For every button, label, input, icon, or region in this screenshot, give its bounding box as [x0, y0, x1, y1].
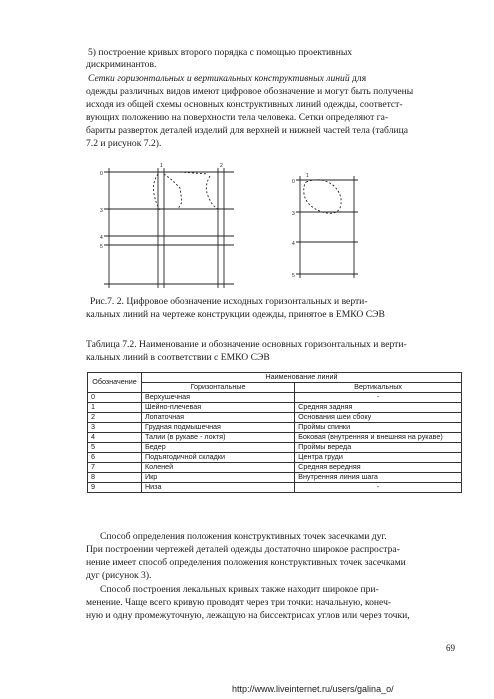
lines-table	[87, 372, 462, 493]
cell-horizontal: Верхушечная	[141, 393, 294, 403]
cell-vertical: Боковая (внутренняя и внешняя на рукаве)	[295, 433, 462, 443]
paragraph-curves-l2: менение. Чаще всего кривую проводят через три точки: начальную, конеч-	[86, 597, 392, 608]
paragraph-arcs-l1: Способ определения положения конструктивных точек засечками дуг.	[100, 531, 387, 542]
cell-horizontal: Низа	[141, 483, 294, 493]
paragraph-grids-l1: Сетки горизонтальных и вертикальных конструктивных линий для	[88, 73, 367, 84]
table-row	[88, 443, 462, 453]
left-fig-label-2: 2	[220, 163, 223, 169]
source-url-link[interactable]: http://www.liveinternet.ru/users/galina_o/	[232, 684, 394, 694]
paragraph-arcs-l3: нение имеет способ определения положения конструктивных точек засечками	[86, 557, 406, 568]
right-fig-label-4: 4	[292, 241, 295, 247]
cell-vertical: Основания шеи сбоку	[295, 413, 462, 423]
cell-designation: 8	[88, 473, 142, 483]
figure-caption-l2: кальных линий на чертеже конструкции одежды, принятое в ЕМКО СЭВ	[86, 309, 385, 320]
col-header-horizontal: Горизонтальные	[141, 383, 294, 393]
figure-right-grid	[292, 172, 362, 282]
cell-designation: 9	[88, 483, 142, 493]
cell-vertical: -	[295, 393, 462, 403]
right-fig-label-5: 5	[292, 273, 295, 279]
table-row	[88, 403, 462, 413]
cell-horizontal: Грудная подмышечная	[141, 423, 294, 433]
figure-caption-l1: Рис.7. 2. Цифровое обозначение исходных горизонтальных и верти-	[90, 296, 368, 307]
paragraph-grids-l3: исходя из общей схемы основных конструктивных линий одежды, соответст-	[86, 99, 403, 110]
cell-designation: 3	[88, 423, 142, 433]
cell-designation: 0	[88, 393, 142, 403]
paragraph-grids-l2: одежды различных видов имеют цифровое обозначение и могут быть получены	[86, 86, 414, 97]
cell-designation: 4	[88, 433, 142, 443]
page-number: 69	[446, 643, 455, 653]
table-row	[88, 423, 462, 433]
paragraph-grids-l5: бариты разверток деталей изделий для верхней и нижней частей тела (таблица	[86, 125, 409, 136]
col-header-vertical: Вертикальных	[295, 383, 462, 393]
cell-vertical: Средняя вередняя	[295, 463, 462, 473]
cell-vertical: Проймы вереда	[295, 443, 462, 453]
cell-designation: 2	[88, 413, 142, 423]
cell-vertical: -	[295, 483, 462, 493]
cell-designation: 7	[88, 463, 142, 473]
right-fig-label-1: 1	[306, 173, 309, 179]
paragraph-curves-l3: ную и одну промежуточную, лежащую на биссектрисах углов или через точки,	[86, 610, 410, 621]
cell-horizontal: Бедер	[141, 443, 294, 453]
table-row	[88, 413, 462, 423]
table-row	[88, 393, 462, 403]
left-fig-label-4: 4	[100, 235, 103, 241]
left-fig-label-3: 3	[100, 208, 103, 214]
list-item-5: 5) построение кривых второго порядка с помощью проективных	[88, 47, 353, 58]
table-row	[88, 473, 462, 483]
cell-horizontal: Икр	[141, 473, 294, 483]
cell-horizontal: Лопаточная	[141, 413, 294, 423]
paragraph-grids-l4: вующих положению на поверхности тела человека. Сетки определяют га-	[86, 112, 389, 123]
left-fig-label-1: 1	[160, 163, 163, 169]
col-header-name: Наименование линий	[141, 373, 461, 383]
table-row	[88, 433, 462, 443]
figure-left-grid	[100, 162, 240, 292]
cell-horizontal: Талии (в рукаве - локтя)	[141, 433, 294, 443]
left-fig-label-5: 5	[100, 244, 103, 250]
right-fig-label-3: 3	[292, 211, 295, 217]
cell-horizontal: Коленей	[141, 463, 294, 473]
cell-horizontal: Подъягодичной складки	[141, 453, 294, 463]
table-row	[88, 453, 462, 463]
cell-designation: 6	[88, 453, 142, 463]
cell-vertical: Средняя задняя	[295, 403, 462, 413]
paragraph-arcs-l2: При построении чертежей деталей одежды достаточно широкое распростра-	[86, 544, 400, 555]
paragraph-arcs-l4: дуг (рисунок 3).	[86, 570, 152, 581]
list-item-5-cont: дискриминантов.	[86, 59, 157, 70]
cell-vertical: Центра груди	[295, 453, 462, 463]
table-title-l2: кальных линий в соответствии с ЕМКО СЭВ	[86, 352, 270, 363]
cell-vertical: Проймы спинки	[295, 423, 462, 433]
table-row	[88, 483, 462, 493]
col-header-designation: Обозначение	[88, 373, 142, 393]
cell-vertical: Внутренняя линия шага	[295, 473, 462, 483]
cell-horizontal: Шейно-плечевая	[141, 403, 294, 413]
left-fig-label-0: 0	[100, 171, 103, 177]
cell-designation: 5	[88, 443, 142, 453]
table-row	[88, 463, 462, 473]
table-title-l1: Таблица 7.2. Наименование и обозначение основных горизонтальных и верти-	[86, 339, 407, 350]
right-fig-label-0: 0	[292, 179, 295, 185]
cell-designation: 1	[88, 403, 142, 413]
paragraph-grids-l6: 7.2 и рисунок 7.2).	[86, 138, 162, 149]
paragraph-curves-l1: Способ построения лекальных кривых также находит широкое при-	[100, 584, 379, 595]
